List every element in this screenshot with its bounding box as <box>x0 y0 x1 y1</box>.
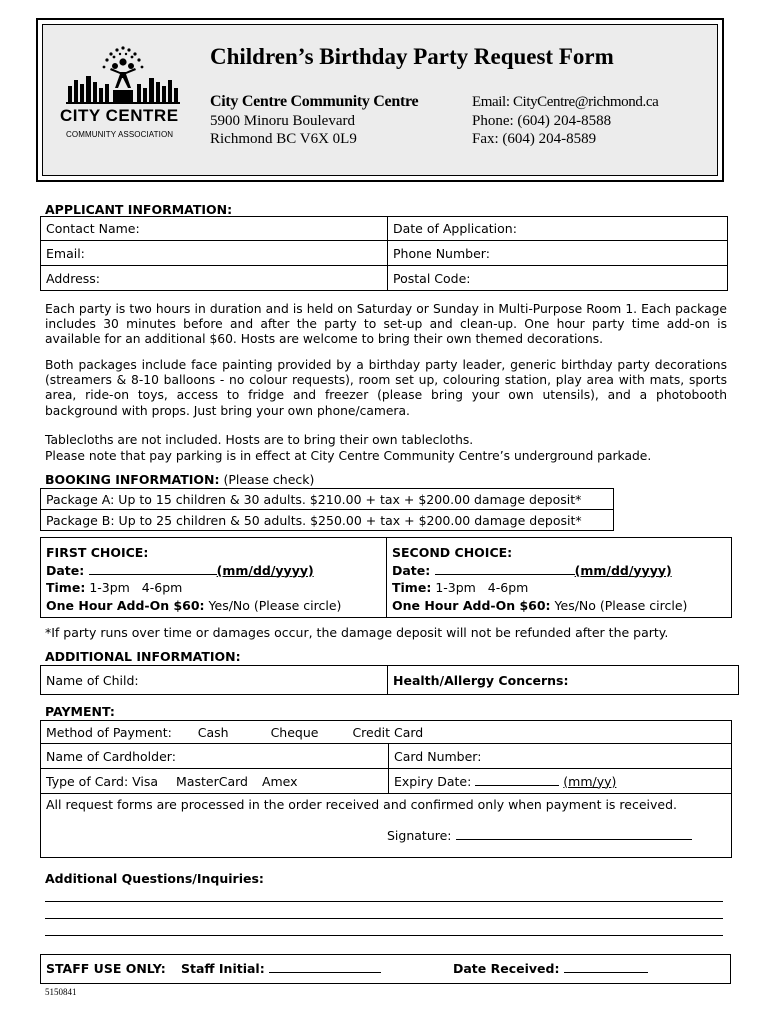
first-choice-title: FIRST CHOICE: <box>46 545 149 560</box>
first-choice-date-row[interactable] <box>46 562 381 580</box>
additional-table <box>40 665 739 695</box>
cardholder-field[interactable]: Name of Cardholder: <box>41 744 389 769</box>
expiry-date-row[interactable] <box>389 769 732 794</box>
date-received-row[interactable] <box>453 961 648 976</box>
info-paragraph-1: Each party is two hours in duration and is held on Saturday or Sunday in Multi-Purpose Room 1. Each package includes 30 minutes before and after the party to set-up and clean-up. One hour party time add-on is available for an additional $60. Hosts are welcome to bring their own themed decorations. <box>45 302 727 347</box>
time-option-1: 1-3pm <box>435 580 476 595</box>
signature-row[interactable] <box>387 828 726 843</box>
time-option-2: 4-6pm <box>141 580 183 595</box>
applicant-table <box>40 216 728 291</box>
booking-note: (Please check) <box>223 472 315 487</box>
first-choice-addon-row[interactable] <box>46 597 381 615</box>
questions-heading: Additional Questions/Inquiries: <box>45 871 264 886</box>
deposit-note: *If party runs over time or damages occur, the damage deposit will not be refunded after the party. <box>45 625 669 640</box>
date-format: (mm/dd/yyyy) <box>216 562 314 578</box>
payment-heading: PAYMENT: <box>45 704 115 719</box>
date-blank[interactable] <box>89 574 217 575</box>
date-received-line[interactable] <box>564 972 648 973</box>
signature-line[interactable] <box>456 839 692 840</box>
question-line[interactable] <box>45 918 723 919</box>
package-a-label: Package A: Up to 15 children & 30 adults. $210.00 + tax + $200.00 damage deposit* <box>46 491 582 507</box>
health-concerns-field[interactable]: Health/Allergy Concerns: <box>388 666 739 695</box>
time-option-2: 4-6pm <box>487 580 529 595</box>
date-blank[interactable] <box>435 574 575 575</box>
date-label: Date: <box>46 562 85 578</box>
booking-heading: BOOKING INFORMATION: <box>45 472 220 487</box>
expiry-format: (mm/yy) <box>563 773 617 789</box>
credit-card-option[interactable]: Credit Card <box>352 724 424 740</box>
second-choice-addon-row[interactable] <box>392 597 726 615</box>
first-choice-cell <box>41 538 387 618</box>
expiry-blank[interactable] <box>475 785 559 786</box>
logo-subtitle: COMMUNITY ASSOCIATION <box>66 130 174 139</box>
second-choice-cell <box>387 538 732 618</box>
address-line-2: Richmond BC V6X 0L9 <box>210 131 357 147</box>
addon-label: One Hour Add-On $60: <box>392 597 551 613</box>
payment-table <box>40 720 732 858</box>
signature-label: Signature: <box>387 828 452 843</box>
contact-name-field[interactable]: Contact Name: <box>41 217 388 241</box>
contact-fax: Fax: (604) 204-8589 <box>472 131 597 147</box>
first-choice-time-row <box>46 579 381 597</box>
skyline-figures-icon <box>56 44 188 106</box>
date-format: (mm/dd/yyyy) <box>574 562 672 578</box>
info-paragraph-3-line-1: Tablecloths are not included. Hosts are to bring their own tablecloths. <box>45 433 474 447</box>
child-name-field[interactable]: Name of Child: <box>41 666 388 695</box>
booking-table <box>40 488 614 531</box>
question-line[interactable] <box>45 901 723 902</box>
applicant-heading: APPLICANT INFORMATION: <box>45 202 233 217</box>
cash-option[interactable]: Cash <box>197 724 229 740</box>
staff-use-label: STAFF USE ONLY: <box>46 961 166 976</box>
card-type-row <box>41 769 389 794</box>
staff-initial-row[interactable] <box>181 961 381 976</box>
staff-initial-label: Staff Initial: <box>181 961 265 976</box>
method-label: Method of Payment: <box>46 724 172 740</box>
processing-cell <box>41 794 732 858</box>
addon-label: One Hour Add-On $60: <box>46 597 205 613</box>
info-paragraph-3-line-2: Please note that pay parking is in effect at City Centre Community Centre’s underground parkade. <box>45 449 652 463</box>
time-option-1: 1-3pm <box>89 580 130 595</box>
processing-note: All request forms are processed in the order received and confirmed only when payment is received. <box>46 797 678 812</box>
centre-name: City Centre Community Centre <box>210 93 419 110</box>
contact-email: Email: CityCentre@richmond.ca <box>472 94 659 110</box>
mastercard-option[interactable]: MasterCard <box>176 773 248 789</box>
package-b-label: Package B: Up to 25 children & 50 adults. $250.00 + tax + $200.00 damage deposit* <box>46 512 582 528</box>
form-number: 5150841 <box>45 987 77 997</box>
choices-table <box>40 537 732 618</box>
amex-option[interactable]: Amex <box>261 773 298 789</box>
date-of-application-field[interactable]: Date of Application: <box>388 217 728 241</box>
logo-title: CITY CENTRE <box>60 106 179 125</box>
expiry-label: Expiry Date: <box>394 773 472 789</box>
form-title: Children’s Birthday Party Request Form <box>210 44 614 69</box>
addon-value: Yes/No (Please circle) <box>554 597 688 613</box>
additional-heading: ADDITIONAL INFORMATION: <box>45 649 241 664</box>
city-centre-logo <box>56 44 188 144</box>
payment-method-row <box>41 721 732 744</box>
time-label: Time: <box>392 580 432 595</box>
second-choice-title: SECOND CHOICE: <box>392 545 513 560</box>
addon-value: Yes/No (Please circle) <box>208 597 342 613</box>
postal-code-field[interactable]: Postal Code: <box>388 266 728 291</box>
card-number-field[interactable]: Card Number: <box>389 744 732 769</box>
contact-phone: Phone: (604) 204-8588 <box>472 113 612 129</box>
question-line[interactable] <box>45 935 723 936</box>
time-label: Time: <box>46 580 86 595</box>
staff-initial-line[interactable] <box>269 972 381 973</box>
date-received-label: Date Received: <box>453 961 560 976</box>
second-choice-date-row[interactable] <box>392 562 726 580</box>
second-choice-time-row <box>392 579 726 597</box>
package-b-row[interactable] <box>41 510 614 531</box>
phone-number-field[interactable]: Phone Number: <box>388 241 728 266</box>
info-paragraph-2: Both packages include face painting provided by a birthday party leader, generic birthday party decorations (streamers & 8-10 balloons - no colour requests), room set up, colouring station, play area with mats, sports area, ride-on toys, access to fridge and freezer (please bring your own utensils), and a photobooth background with props. Just bring your own phone/camera. <box>45 358 727 418</box>
email-field[interactable]: Email: <box>41 241 388 266</box>
visa-option[interactable]: Visa <box>132 773 159 789</box>
date-label: Date: <box>392 562 431 578</box>
package-a-row[interactable] <box>41 489 614 510</box>
address-line-1: 5900 Minoru Boulevard <box>210 113 355 129</box>
card-type-label: Type of Card: <box>46 773 129 789</box>
booking-heading-row <box>45 472 314 487</box>
cheque-option[interactable]: Cheque <box>270 724 319 740</box>
address-field[interactable]: Address: <box>41 266 388 291</box>
